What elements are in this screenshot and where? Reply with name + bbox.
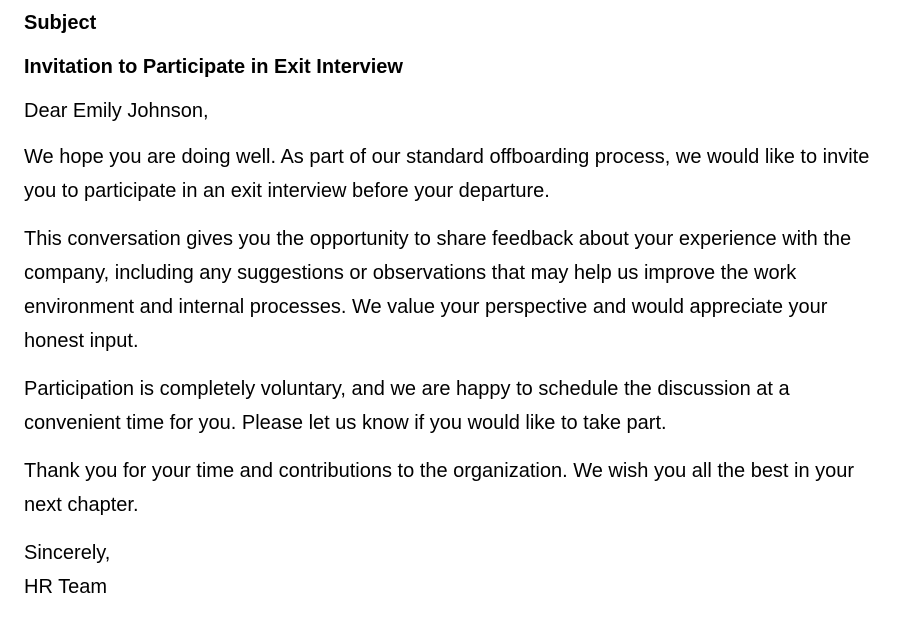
body-paragraph-1: We hope you are doing well. As part of our standard offboarding process, we would like to invite you to participate in an exit interview before your departure. [24,146,870,202]
email-signature: HR Team [24,576,107,598]
email-closing: Sincerely, [24,542,111,564]
body-paragraph-3: Participation is completely voluntary, and we are happy to schedule the discussion at a convenient time for you. Please let us know if you would like to take part. [24,378,790,434]
email-document [24,8,880,604]
body-paragraph-4: Thank you for your time and contributions to the organization. We wish you all the best in your next chapter. [24,460,855,516]
subject-label: Subject [24,12,97,34]
email-greeting: Dear Emily Johnson, [24,100,209,122]
body-paragraph-2: This conversation gives you the opportunity to share feedback about your experience with the company, including any suggestions or observations that may help us improve the work environment and internal processes. We value your perspective and would appreciate your honest input. [24,228,852,352]
email-subject: Invitation to Participate in Exit Interview [24,56,403,78]
